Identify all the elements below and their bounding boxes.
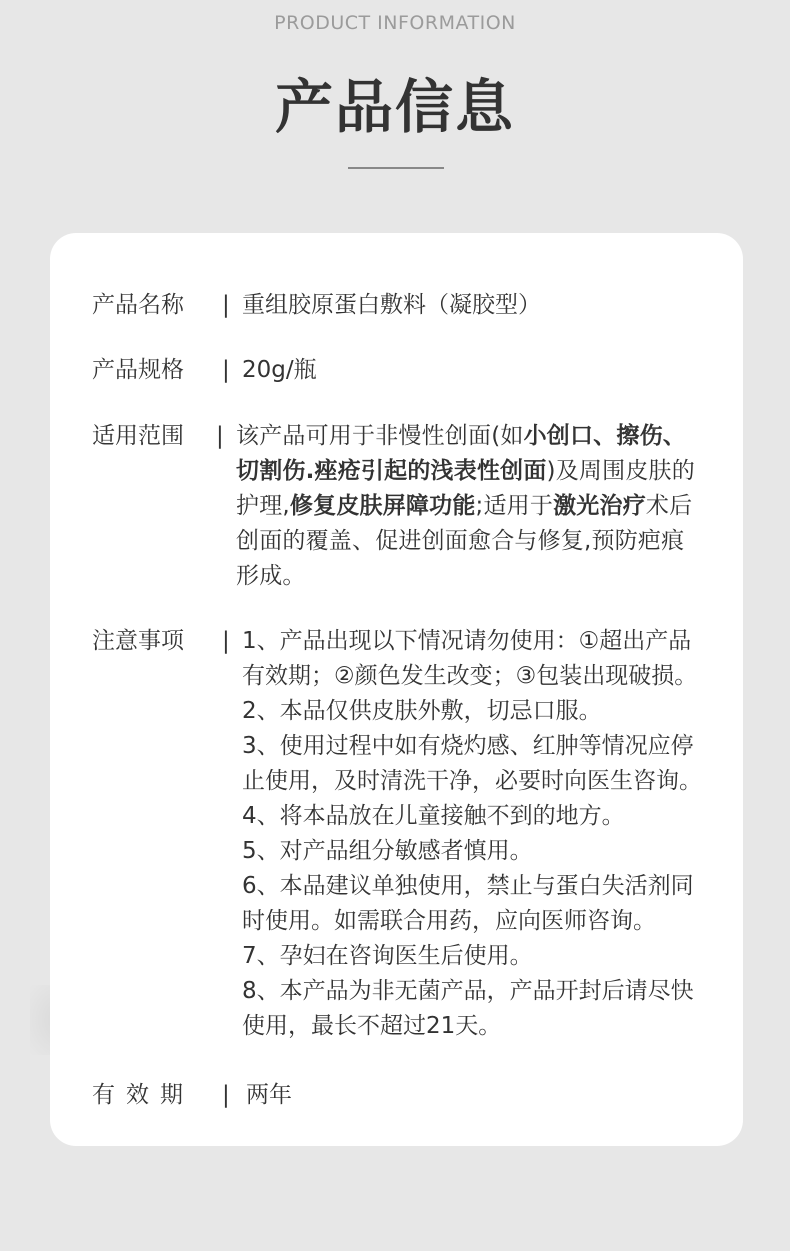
note-line: 1、产品出现以下情况请勿使用：①超出产品: [242, 628, 692, 654]
info-label: 适用范围: [92, 423, 184, 449]
scope-text: ;适用于: [475, 493, 554, 519]
scope-text: )及周围皮肤的护理,: [236, 458, 695, 519]
info-label: 有效期: [92, 1082, 194, 1108]
note-line: 3、使用过程中如有烧灼感、红肿等情况应停: [242, 733, 694, 759]
info-label: 产品名称: [92, 292, 184, 318]
note-line: 2、本品仅供皮肤外敷，切忌口服。: [242, 698, 602, 724]
separator: |: [222, 1082, 230, 1108]
separator: |: [222, 357, 230, 383]
note-line: 止使用，及时清洗干净，必要时向医生咨询。: [242, 768, 702, 794]
note-line: 7、孕妇在咨询医生后使用。: [242, 943, 533, 969]
product-info-card: [50, 233, 743, 1146]
scope-emphasis: 小创口、擦伤、切割伤.痤疮引起的浅表性创面: [236, 423, 686, 484]
scope-text: 该产品可用于非慢性创面(如: [236, 423, 524, 449]
info-value: 重组胶原蛋白敷料（凝胶型）: [242, 292, 541, 318]
note-line: 6、本品建议单独使用，禁止与蛋白失活剂同: [242, 873, 694, 899]
title-divider: [348, 167, 444, 169]
scope-emphasis: 激光治疗: [553, 493, 646, 519]
note-line: 5、对产品组分敏感者慎用。: [242, 838, 533, 864]
notes-list: [242, 624, 702, 1044]
info-label: 产品规格: [92, 357, 184, 383]
note-line: 使用，最长不超过21天。: [242, 1013, 502, 1039]
header-subtitle: PRODUCT INFORMATION: [274, 12, 516, 34]
separator: |: [222, 292, 230, 318]
info-value: 20g/瓶: [242, 357, 317, 383]
separator: |: [216, 423, 224, 449]
scope-text: 术后创面的覆盖、促进创面愈合与修复,预防疤痕形成。: [236, 493, 693, 589]
page-title: 产品信息: [274, 73, 515, 141]
separator: |: [222, 628, 230, 654]
info-label: 注意事项: [92, 628, 184, 654]
note-line: 8、本产品为非无菌产品，产品开封后请尽快: [242, 978, 694, 1004]
scope-paragraph: [236, 419, 696, 594]
scope-emphasis: 修复皮肤屏障功能: [289, 493, 476, 519]
info-value: 两年: [246, 1082, 292, 1108]
note-line: 4、将本品放在儿童接触不到的地方。: [242, 803, 625, 829]
note-line: 时使用。如需联合用药，应向医师咨询。: [242, 908, 656, 934]
note-line: 有效期；②颜色发生改变；③包装出现破损。: [242, 663, 698, 689]
